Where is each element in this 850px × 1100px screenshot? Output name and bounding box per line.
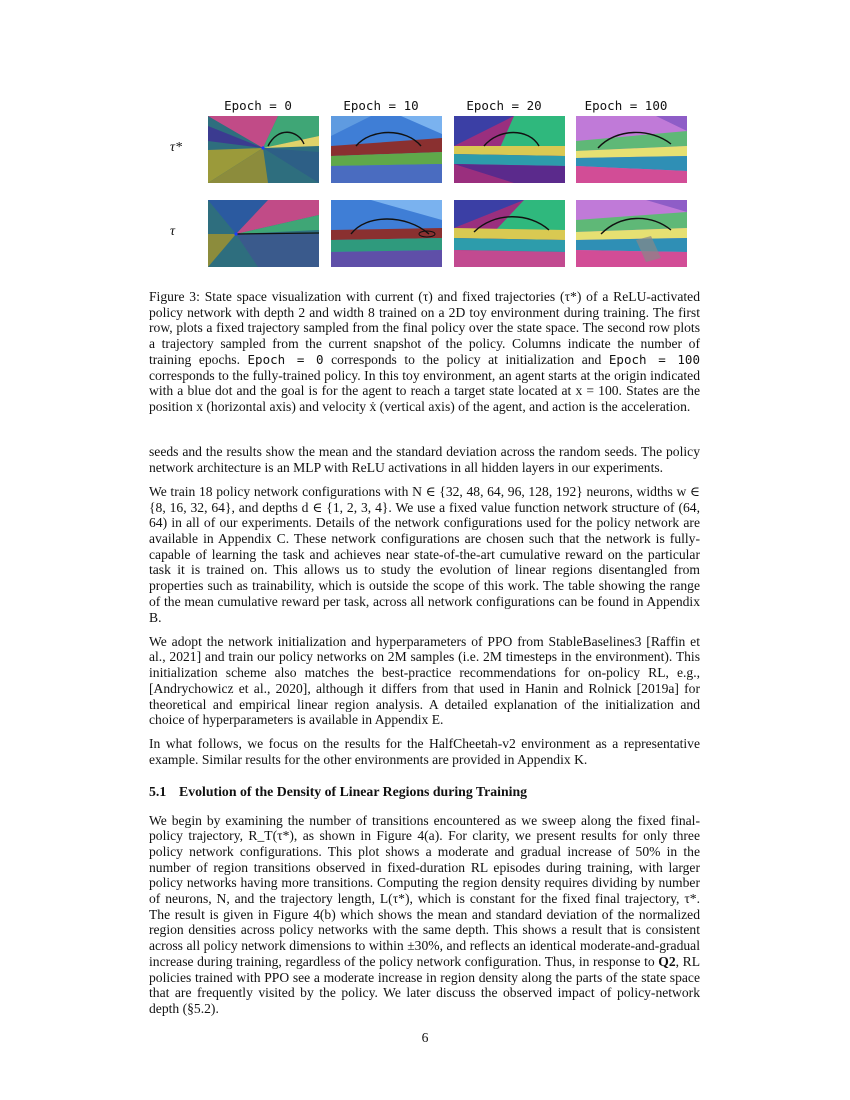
section-paragraph-part-2: , RL policies trained with PPO see a moderate increase in region density along the parts of the state space that are frequently visited by the policy. We later discuss the observed impact of policy-network depth (§5.2). bbox=[149, 953, 701, 1016]
column-title-epoch-0: Epoch = 0 bbox=[224, 98, 292, 113]
section-paragraph-bold: Q2 bbox=[658, 953, 676, 969]
panel-current-epoch-0 bbox=[208, 200, 319, 267]
body-text bbox=[149, 444, 700, 1025]
paragraph: We train 18 policy network configurations with N ∈ {32, 48, 64, 96, 128, 192} neurons, widths w ∈ {8, 16, 32, 64}, and depths d ∈ {1, 2, 3, 4}. We use a fixed value function network structure of (64, 64) in all of our experiments. Details of the network configurations used for the policy network are available in Appendix C. These network configurations are chosen such that the network is fully-capable of learning the task and achieves near state-of-the-art cumulative reward on the particular task it is trained on. This allows us to study the evolution of linear regions disentangled from properties such as trainability, which is outside the scope of this work. The table showing the range of the mean cumulative reward per task, across all network configurations can be found in Appendix B. bbox=[149, 483, 700, 625]
paragraph: We adopt the network initialization and hyperparameters of PPO from StableBaselines3 [Raffin et al., 2021] and train our policy networks on 2M samples (i.e. 2M timesteps in the environment). This initialization scheme also matches the best-practice recommendations for on-policy RL, e.g., [Andrychowicz et al., 2020], although it differs from that used in Hanin and Rolnick [2019a] for theoretical and empirical linear region analysis. A detailed explanation of the initialization and choice of hyperparameters is available in Appendix E. bbox=[149, 633, 700, 728]
panel-fixed-epoch-10 bbox=[331, 116, 442, 183]
region-plot bbox=[208, 116, 319, 183]
caption-epoch-100: Epoch = 100 bbox=[608, 351, 700, 367]
region-plot bbox=[454, 116, 565, 183]
section-number: 5.1 bbox=[149, 783, 167, 799]
region-plot bbox=[576, 200, 687, 267]
caption-epoch-0: Epoch = 0 bbox=[247, 351, 324, 367]
caption-label: Figure 3: bbox=[149, 289, 200, 304]
row-label-current-trajectory: τ bbox=[170, 224, 176, 239]
panel-fixed-epoch-0 bbox=[208, 116, 319, 183]
region-plot bbox=[576, 116, 687, 183]
section-heading bbox=[149, 784, 700, 800]
figure-caption bbox=[149, 289, 700, 415]
section-title: Evolution of the Density of Linear Regions during Training bbox=[179, 783, 528, 799]
panel-current-epoch-100 bbox=[576, 200, 687, 267]
column-title-epoch-100: Epoch = 100 bbox=[584, 98, 668, 113]
region-plot bbox=[331, 116, 442, 183]
paragraph: seeds and the results show the mean and the standard deviation across the random seeds. The policy network architecture is an MLP with ReLU activations in all hidden layers in our experiments. bbox=[149, 444, 700, 475]
caption-mid-2: corresponds to the fully-trained policy. In this toy environment, an agent starts at the origin indicated with a blue dot and the goal is for the agent to reach a target state located at x = 100. States are the position x (horizontal axis) and velocity ẋ (vertical axis) of the agent, and action is the acceleration. bbox=[149, 367, 700, 414]
column-title-epoch-10: Epoch = 10 bbox=[343, 98, 419, 113]
region-plot bbox=[208, 200, 319, 267]
paragraph: In what follows, we focus on the results for the HalfCheetah-v2 environment as a representative example. Similar results for the other environments are provided in Appendix K. bbox=[149, 736, 700, 768]
page-number: 6 bbox=[421, 1030, 429, 1045]
section-paragraph-part-1: We begin by examining the number of transitions encountered as we sweep along the fixed final-policy trajectory, R_T(τ*), as shown in Figure 4(a). For clarity, we present results for only three policy network configurations. This plot shows a moderate and gradual increase of 50% in the number of region transitions observed in fixed-duration RL episodes during training, with larger policy networks having more transitions. Computing the region density requires dividing by number of neurons, N, and the trajectory length, L(τ*), which is constant for the fixed final trajectory, τ*. The result is given in Figure 4(b) which shows the mean and standard deviation of the normalized region densities across policy networks with the same depth. This shows a result that is consistent across all policy network dimensions to within ±30%, and reflects an identical moderate-and-gradual increase during training, regardless of the policy network configuration. Thus, in response to bbox=[149, 812, 700, 969]
panel-fixed-epoch-20 bbox=[454, 116, 565, 183]
panel-fixed-epoch-100 bbox=[576, 116, 687, 183]
row-label-fixed-trajectory: τ* bbox=[170, 140, 183, 155]
region-plot bbox=[454, 200, 565, 267]
caption-mid-1: corresponds to the policy at initialization and bbox=[331, 351, 602, 367]
column-title-epoch-20: Epoch = 20 bbox=[466, 98, 542, 113]
panel-current-epoch-20 bbox=[454, 200, 565, 267]
panel-current-epoch-10 bbox=[331, 200, 442, 267]
figure-3 bbox=[160, 96, 700, 276]
region-plot bbox=[331, 200, 442, 267]
section-paragraph bbox=[149, 813, 700, 1017]
caption-text: State space visualization with current (τ) and fixed trajectories (τ*) of a ReLU-activated policy network with depth 2 and width 8 trained on a 2D toy environment during training. The first row, plots a fixed trajectory sampled from the final policy over the state space. The second row plots a trajectory sampled from the current snapshot of the policy. Columns indicate the number of training epochs. bbox=[149, 289, 700, 367]
